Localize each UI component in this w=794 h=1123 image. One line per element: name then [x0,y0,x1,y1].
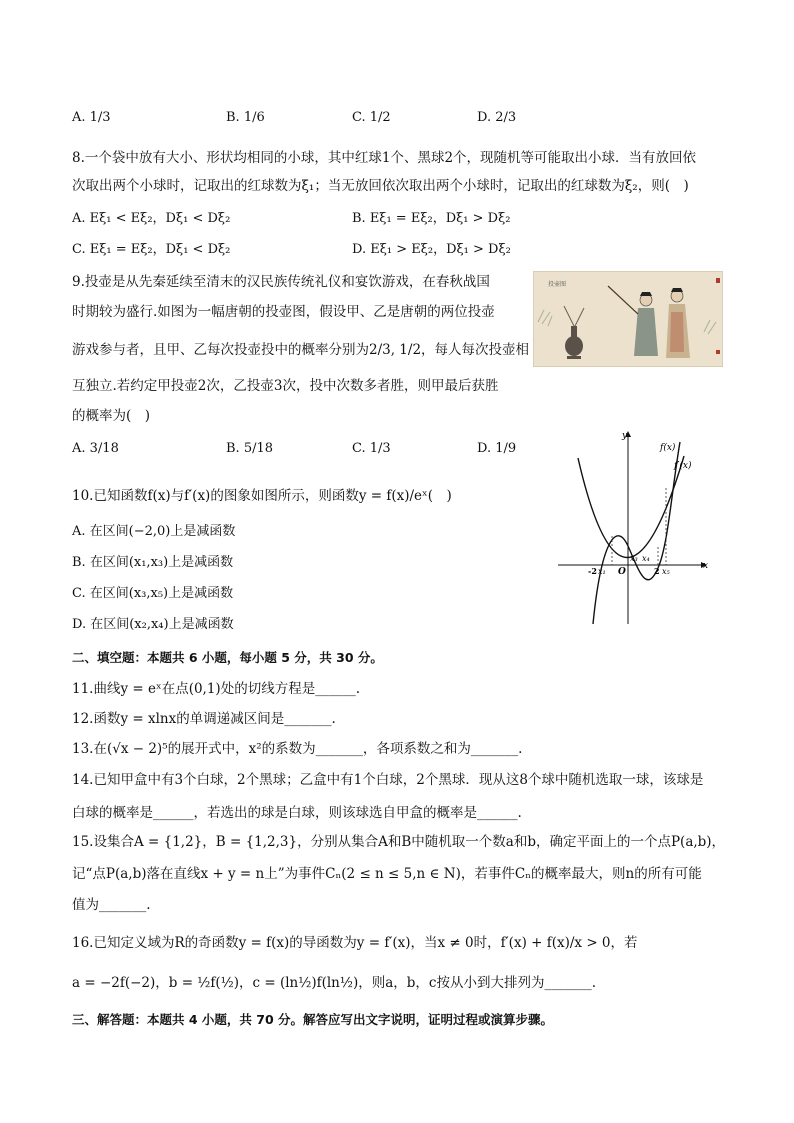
q14-line1: 14.已知甲盒中有3个白球，2个黑球；乙盒中有1个白球，2个黑球．现从这8个球中随机选取一球，该球是 [72,772,704,788]
q11: 11.曲线y = eˣ在点(0,1)处的切线方程是______. [72,681,360,697]
q8-option-c: C. Eξ₁ = Eξ₂，Dξ₁ < Dξ₂ [72,242,231,257]
curve-f [593,442,680,624]
f-prime-label: f′(x) [674,461,692,471]
q9-option-b: B. 5/18 [226,441,274,456]
q9-stem-line4: 互独立.若约定甲投壶2次，乙投壶3次，投中次数多者胜，则甲最后获胜 [72,378,499,394]
q16-line1: 16.已知定义域为R的奇函数y = f(x)的导函数为y = f′(x)，当x ≠ 0时，f′(x) + f(x)/x > 0，若 [72,935,638,951]
q10-option-c: C. 在区间(x₃,x₅)上是减函数 [72,586,234,601]
q9-stem-line5: 的概率为( ) [72,408,151,424]
q9-stem-line1: 9.投壶是从先秦延续至清末的汉民族传统礼仪和宴饮游戏，在春秋战国 [72,274,490,290]
label-2: 2 [654,566,660,576]
q15-line3: 值为_______. [72,897,151,913]
q8-option-a: A. Eξ₁ < Eξ₂，Dξ₁ < Dξ₂ [72,211,231,226]
q16-line2: a = −2f(−2)，b = ½f(½)，c = (ln½)f(ln½)，则a，b，c按从小到大排列为_______. [72,975,597,991]
svg-text:投壶图: 投壶图 [548,281,567,288]
y-axis-label: y [622,431,628,441]
q8-stem-line1: 8.一个袋中放有大小、形状均相同的小球，其中红球1个、黑球2个，现随机等可能取出小球．当有放回依 [72,150,697,166]
label-x1: x₁ [598,567,606,576]
label-x4: x₄ [642,554,650,563]
q13: 13.在(√x − 2)⁵的展开式中，x²的系数为_______，各项系数之和为_______. [72,741,523,757]
function-graph [556,428,712,628]
q15-line1: 15.设集合A = {1,2}，B = {1,2,3}，分别从集合A和B中随机取一个数a和b，确定平面上的一个点P(a,b)， [72,834,726,850]
q8-option-b: B. Eξ₁ = Eξ₂，Dξ₁ > Dξ₂ [352,211,511,226]
x-axis-label: x [703,561,709,571]
label-neg2: -2 [588,566,597,576]
q9-stem-line2: 时期较为盛行.如图为一幅唐朝的投壶图，假设甲、乙是唐朝的两位投壶 [72,304,495,320]
q8-option-d: D. Eξ₁ > Eξ₂，Dξ₁ > Dξ₂ [352,242,511,257]
label-x5: x₅ [662,567,670,576]
label-x3: x₃ [630,554,638,563]
q7-option-b: B. 1/6 [226,110,265,125]
q15-line2: 记“点P(a,b)落在直线x + y = n上”为事件Cₙ(2 ≤ n ≤ 5,n ∈ N)，若事件Cₙ的概率最大，则n的所有可能 [72,866,702,882]
section-3-heading: 三、解答题：本题共 4 小题，共 70 分。解答应写出文字说明，证明过程或演算步骤。 [72,1012,554,1027]
q10-option-d: D. 在区间(x₂,x₄)上是减函数 [72,617,234,632]
section-2-heading: 二、填空题：本题共 6 小题，每小题 5 分，共 30 分。 [72,650,383,665]
q9-option-c: C. 1/3 [352,441,391,456]
q9-option-a: A. 3/18 [72,441,119,456]
q14-line2: 白球的概率是______，若选出的球是白球，则该球选自甲盒的概率是______. [72,805,522,821]
q10-option-a: A. 在区间(−2,0)上是减函数 [72,524,236,539]
q7-option-c: C. 1/2 [352,110,391,125]
q8-stem-line2: 次取出两个小球时，记取出的红球数为ξ₁；当无放回依次取出两个小球时，记取出的红球数为ξ₂，则( ) [72,178,689,194]
q7-option-a: A. 1/3 [72,110,111,125]
touhu-painting-image [533,271,723,367]
q7-option-d: D. 2/3 [477,110,517,125]
q10-option-b: B. 在区间(x₁,x₃)上是减函数 [72,555,234,570]
q9-option-d: D. 1/9 [477,441,517,456]
f-label: f(x) [660,443,676,453]
q10-stem: 10.已知函数f(x)与f′(x)的图象如图所示，则函数y = f(x)/eˣ( ) [72,488,452,504]
label-origin: O [618,567,626,577]
q9-stem-line3: 游戏参与者，且甲、乙每次投壶投中的概率分别为2/3, 1/2，每人每次投壶相 [72,342,530,358]
q12: 12.函数y = xlnx的单调递减区间是_______. [72,711,336,727]
curve-f-prime [578,456,684,558]
